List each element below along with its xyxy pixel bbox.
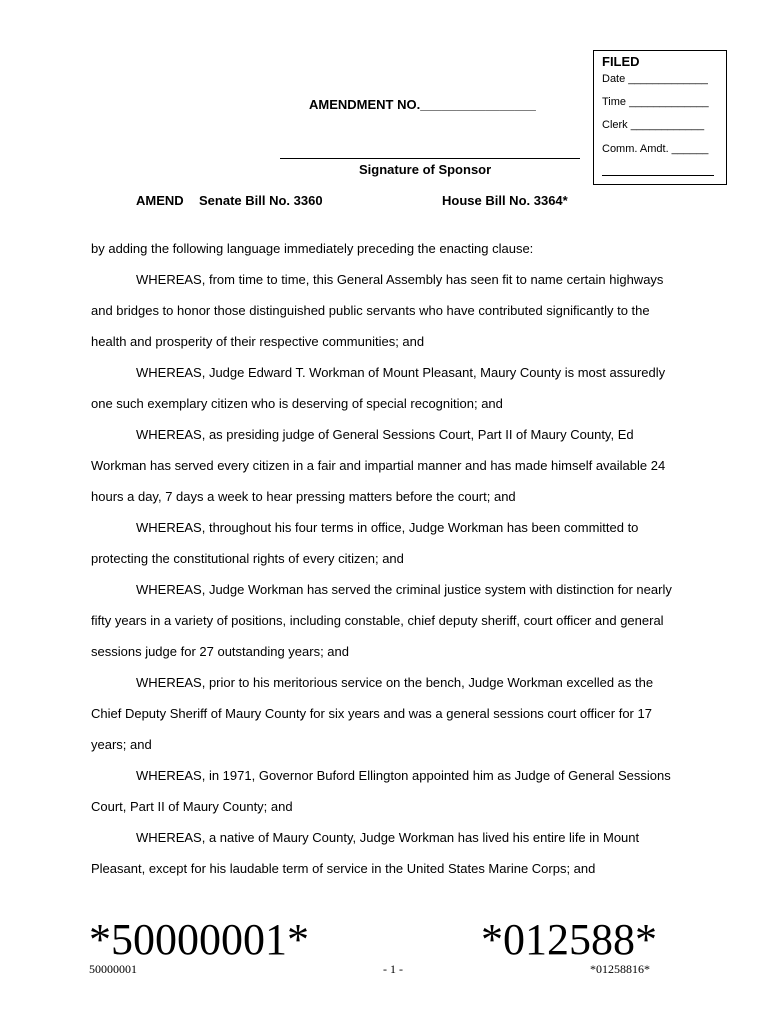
filed-comm-amdt: Comm. Amdt. ______ [602, 143, 709, 155]
filed-time: Time _____________ [602, 96, 709, 108]
document-body [91, 233, 681, 884]
footer-code: *01258816* [590, 962, 650, 976]
whereas-paragraph: WHEREAS, in 1971, Governor Buford Ellington appointed him as Judge of General Sessions Court, Part II of Maury County; and [91, 768, 671, 814]
signature-label: Signature of Sponsor [359, 162, 492, 177]
whereas-paragraph: WHEREAS, Judge Edward T. Workman of Mount Pleasant, Maury County is most assuredly one such exemplary citizen who is deserving of special recognition; and [91, 365, 666, 411]
whereas-paragraph: WHEREAS, as presiding judge of General Sessions Court, Part II of Maury County, Ed Workman has served every citizen in a fair and impartial manner and has made himself available 24 hours a day, 7 days a week to hear pressing matters before the court; and [91, 427, 666, 504]
whereas-paragraph: WHEREAS, a native of Maury County, Judge Workman has lived his entire life in Mount Pleasant, except for his laudable term of service in the United States Marine Corps; and [91, 830, 640, 876]
filed-blank-line [602, 175, 714, 176]
whereas-paragraph: WHEREAS, from time to time, this General Assembly has seen fit to name certain highways and bridges to honor those distinguished public servants who have contributed significantly to the health and prosperity of their respective communities; and [91, 272, 664, 349]
filed-date: Date _____________ [602, 73, 708, 85]
senate-bill: Senate Bill No. 3360 [199, 193, 323, 208]
barcode-left: *50000001* [89, 915, 309, 964]
amend-label: AMEND [136, 193, 184, 208]
intro-paragraph: by adding the following language immediately preceding the enacting clause: [91, 241, 534, 256]
whereas-paragraph: WHEREAS, Judge Workman has served the criminal justice system with distinction for nearly fifty years in a variety of positions, including constable, chief deputy sheriff, court officer and general sessions judge for 27 outstanding years; and [91, 582, 672, 659]
whereas-paragraph: WHEREAS, throughout his four terms in office, Judge Workman has been committed to protecting the constitutional rights of every citizen; and [91, 520, 639, 566]
barcode-right: *012588* [481, 915, 657, 964]
house-bill: House Bill No. 3364* [442, 193, 568, 208]
amendment-number: AMENDMENT NO.________________ [309, 97, 536, 112]
footer-doc-number: 50000001 [89, 962, 137, 976]
page-number: - 1 - [383, 962, 403, 976]
filed-clerk: Clerk ____________ [602, 119, 705, 131]
signature-line [280, 158, 580, 159]
filed-title: FILED [602, 54, 640, 69]
filed-stamp-box [593, 50, 727, 185]
whereas-paragraph: WHEREAS, prior to his meritorious service on the bench, Judge Workman excelled as the Chief Deputy Sheriff of Maury County for six years and was a general sessions court officer for 17 years; and [91, 675, 654, 752]
